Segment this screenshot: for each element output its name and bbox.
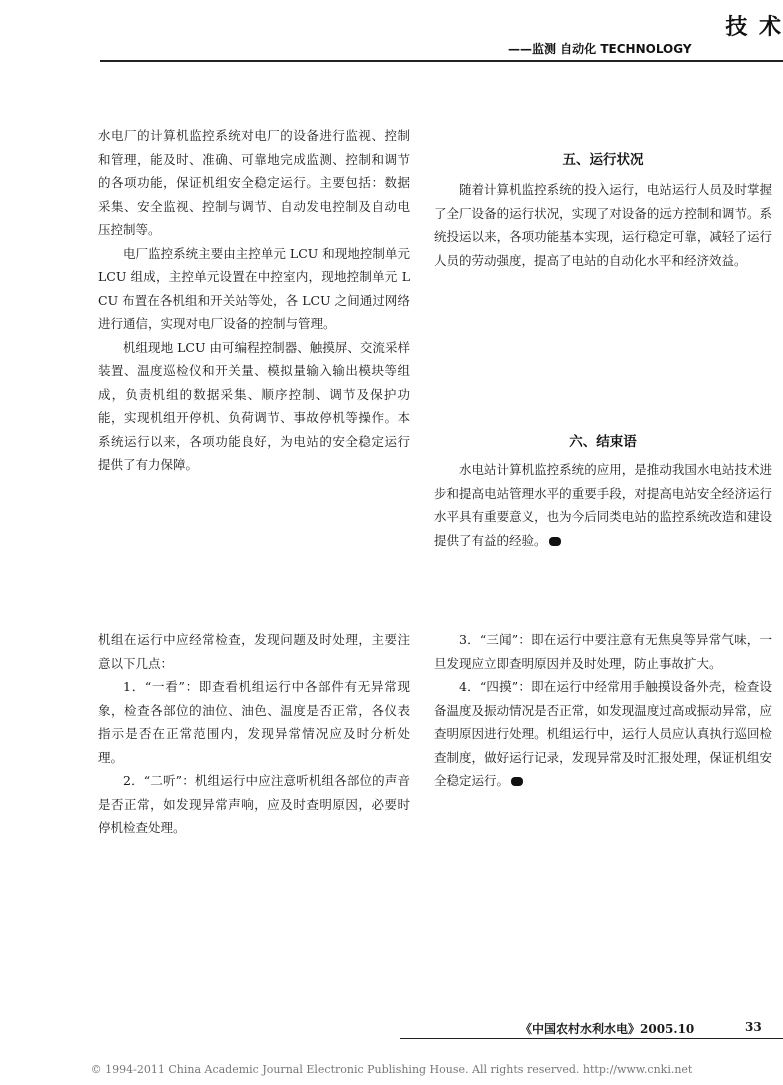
paragraph: 随着计算机监控系统的投入运行，电站运行人员及时掌握了全厂设备的运行状况，实现了对设备的远方控制和调节。系统投运以来，各项功能基本实现，运行稳定可靠，减轻了运行人员的劳动强度，提高了电站的自动化水平和经济效益。 bbox=[434, 182, 772, 268]
footer-rule bbox=[400, 1038, 783, 1039]
end-mark-icon bbox=[549, 537, 561, 546]
paragraph: 机组现地 LCU 由可编程控制器、触摸屏、交流采样装置、温度巡检仪和开关量、模拟量输入输出模块等组成，负责机组的数据采集、顺序控制、调节及保护功能，实现机组开停机、负荷调节、事故停机等操作。本系统运行以来，各项功能良好，为电站的安全稳定运行提供了有力保障。 bbox=[98, 339, 410, 472]
journal-footer: 《中国农村水利水电》2005.10 bbox=[520, 1022, 695, 1036]
paragraph: 机组在运行中应经常检查，发现问题及时处理，主要注意以下几点： bbox=[98, 632, 410, 671]
header-rule bbox=[100, 60, 783, 62]
paragraph: 4．“四摸”：即在运行中经常用手触摸设备外壳，检查设备温度及振动情况是否正常，如发现温度过高或振动异常，应查明原因进行处理。机组运行中，运行人员应认真执行巡回检查制度，做好运行记录，发现异常及时汇报处理，保证机组安全稳定运行。 bbox=[434, 679, 772, 788]
column-left-bottom bbox=[98, 628, 410, 1048]
end-mark-icon bbox=[511, 777, 523, 786]
paragraph: 1．“一看”：即查看机组运行中各部件有无异常现象，检查各部位的油位、油色、温度是否正常，各仪表指示是否在正常范围内，发现异常情况应及时分析处理。 bbox=[98, 679, 410, 765]
paragraph: 3．“三闻”：即在运行中要注意有无焦臭等异常气味，一旦发现应立即查明原因并及时处理，防止事故扩大。 bbox=[434, 632, 772, 671]
column-right-bottom bbox=[434, 628, 772, 1014]
header-subtitle: ——监测 自动化 TECHNOLOGY bbox=[508, 42, 692, 56]
page-number: 33 bbox=[745, 1020, 762, 1034]
section-title-conclusion: 六、结束语 bbox=[569, 434, 637, 450]
paragraph: 水电站计算机监控系统的应用，是推动我国水电站技术进步和提高电站管理水平的重要手段，对提高电站安全经济运行水平具有重要意义，也为今后同类电站的监控系统改造和建设提供了有益的经验。 bbox=[434, 462, 772, 548]
paragraph: 电厂监控系统主要由主控单元 LCU 和现地控制单元 LCU 组成，主控单元设置在中控室内，现地控制单元 LCU 布置在各机组和开关站等处，各 LCU 之间通过网络进行通信，实现对电厂设备的控制与管理。 bbox=[98, 245, 410, 331]
copyright-notice: © 1994-2011 China Academic Journal Electronic Publishing House. All rights reserved. http://www.cnki.net bbox=[90, 1063, 693, 1076]
column-right-top-conclusion bbox=[434, 458, 772, 598]
section-tag: 技 术 bbox=[725, 15, 783, 40]
paragraph: 2．“二听”：机组运行中应注意听机组各部位的声音是否正常，如发现异常声响，应及时查明原因，必要时停机检查处理。 bbox=[98, 773, 410, 835]
paragraph: 水电厂的计算机监控系统对电厂的设备进行监视、控制和管理，能及时、准确、可靠地完成监测、控制和调节的各项功能，保证机组安全稳定运行。主要包括：数据采集、安全监视、控制与调节、自动发电控制及自动电压控制等。 bbox=[98, 128, 410, 237]
section-title-operation: 五、运行状况 bbox=[562, 152, 644, 168]
column-left-top bbox=[98, 124, 410, 602]
